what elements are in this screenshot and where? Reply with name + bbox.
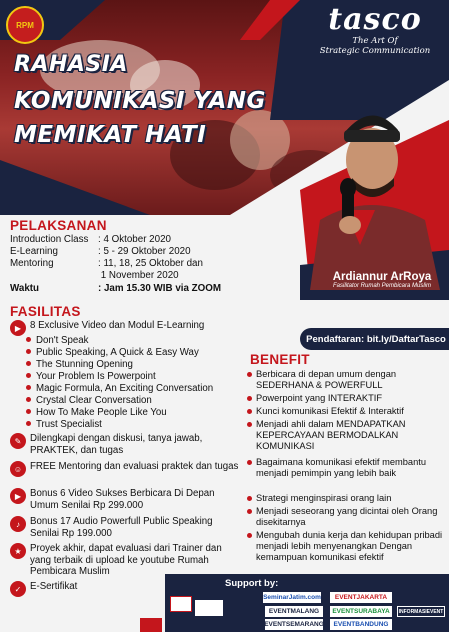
module-item: Trust Specialist <box>26 419 102 431</box>
sponsor-logo: EVENTJAKARTA <box>330 592 392 603</box>
facility-item: ▶ 8 Exclusive Video dan Modul E-Learning <box>10 320 240 336</box>
speaker-role: Fasilitator Rumah Pembicara Muslim <box>332 283 432 289</box>
mentoring-icon: ☺ <box>10 461 26 477</box>
sponsor-emblem <box>170 596 192 612</box>
facility-item: ✓ E-Sertifikat <box>10 581 240 597</box>
sponsor-logo: EVENTSURABAYA <box>330 606 392 617</box>
sponsor-logo: SeminarJatim.com <box>263 594 321 601</box>
certificate-icon: ✓ <box>10 581 26 597</box>
schedule-row: Mentoring : 11, 18, 25 Oktober dan <box>10 258 203 269</box>
module-item: The Stunning Opening <box>26 359 133 371</box>
facility-item: ✎ Dilengkapi dengan diskusi, tanya jawab, PRAKTEK, dan tugas <box>10 433 240 456</box>
module-item: Crystal Clear Conversation <box>26 395 152 407</box>
sponsor-logo: EVENTSEMARANG <box>264 621 324 628</box>
support-label: Support by: <box>225 578 279 589</box>
fasilitas-heading: FASILITAS <box>10 304 81 319</box>
benefit-item: Strategi menginspirasi orang lain <box>247 493 447 504</box>
video-icon: ▶ <box>10 320 26 336</box>
module-item: How To Make People Like You <box>26 407 167 419</box>
tasco-logo: tasco <box>328 2 422 37</box>
benefit-item: Berbicara di depan umum dengan SEDERHANA & POWERFULL <box>247 369 447 391</box>
speaker-photo <box>300 90 449 290</box>
benefit-item: Menjadi ahli dalam MENDAPATKAN KEPERCAYAAN BERMODALKAN KOMUNIKASI <box>247 419 447 452</box>
tagline-1: The Art Of <box>352 36 398 46</box>
tagline-2: Strategic Communication <box>319 46 431 56</box>
sponsor-emblem <box>140 618 162 632</box>
module-item: Don't Speak <box>26 335 88 347</box>
registration-link[interactable]: Pendaftaran: bit.ly/DaftarTasco <box>300 328 449 350</box>
project-icon: ★ <box>10 543 26 559</box>
benefit-item: Powerpoint yang INTERAKTIF <box>247 393 447 404</box>
schedule-row: Waktu : Jam 15.30 WIB via ZOOM <box>10 283 222 294</box>
benefit-item: Mengubah dunia kerja dan kehidupan pribadi menjadi lebih menyenangkan Dengan kemampuan komunikasi efektif <box>247 530 447 563</box>
sponsor-logo: INFORMASIEVENT <box>397 606 445 617</box>
facility-item: ★ Proyek akhir, dapat evaluasi dari Trainer dan yang terbaik di upload ke youtube Rumah Pembicara Muslim <box>10 543 240 578</box>
module-item: Your Problem Is Powerpoint <box>26 371 156 383</box>
sponsor-logo: EVENTBANDUNG <box>330 619 392 630</box>
facility-item: ▶ Bonus 6 Video Sukses Berbicara Di Depan Umum Senilai Rp 299.000 <box>10 488 240 511</box>
benefit-item: Bagaimana komunikasi efektif membantu menjadi pemimpin yang lebih baik <box>247 457 447 479</box>
org-logo: RPM <box>6 6 44 44</box>
facility-item: ☺ FREE Mentoring dan evaluasi praktek dan tugas <box>10 461 240 477</box>
benefit-heading: BENEFIT <box>250 352 310 367</box>
module-item: Magic Formula, An Exciting Conversation <box>26 383 213 395</box>
discussion-icon: ✎ <box>10 433 26 449</box>
sponsor-emblem <box>195 600 223 616</box>
brand-block <box>305 4 445 64</box>
title-line-2: KOMUNIKASI YANG <box>14 88 266 114</box>
title-line-3: MEMIKAT HATI <box>14 122 207 148</box>
speaker-caption <box>316 271 448 289</box>
speaker-name: Ardiannur ArRoya <box>332 271 432 283</box>
pelaksanan-heading: PELAKSANAN <box>10 218 107 233</box>
schedule-row: E-Learning : 5 - 29 Oktober 2020 <box>10 246 191 257</box>
schedule-row: 1 November 2020 <box>98 270 179 281</box>
schedule-row: Introduction Class : 4 Oktober 2020 <box>10 234 171 245</box>
benefit-item: Menjadi seseorang yang dicintai oleh Orang disekitarnya <box>247 506 447 528</box>
title-line-1: RAHASIA <box>14 52 128 77</box>
benefit-item: Kunci komunikasi Efektif & Interaktif <box>247 406 447 417</box>
audio-icon: ♪ <box>10 516 26 532</box>
video-icon: ▶ <box>10 488 26 504</box>
module-item: Public Speaking, A Quick & Easy Way <box>26 347 199 359</box>
facility-item: ♪ Bonus 17 Audio Powerfull Public Speaking Senilai Rp 199.000 <box>10 516 240 539</box>
sponsor-logo: EVENTMALANG <box>265 606 323 617</box>
